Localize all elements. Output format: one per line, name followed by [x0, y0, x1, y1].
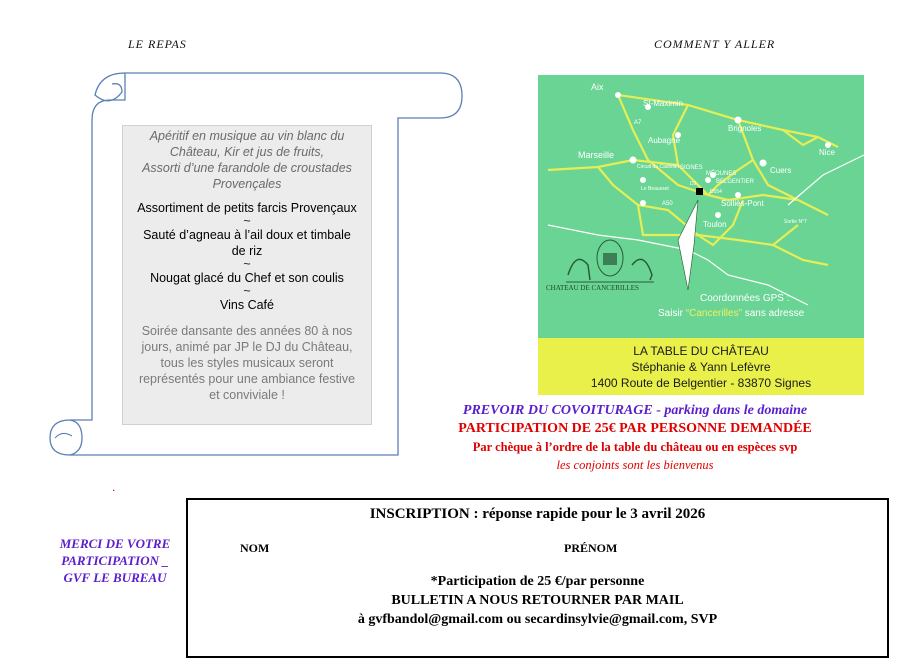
chateau-logo-text: CHATEAU DE CANCERILLES [546, 284, 639, 292]
road-label: A7 [634, 120, 642, 126]
menu-separator: ~ [243, 214, 251, 228]
map-pin [715, 212, 721, 218]
town-label: Nice [819, 148, 836, 157]
gps-text: Saisir [658, 308, 686, 319]
map-pin [640, 177, 646, 183]
menu-outro-line: tous les styles musicaux seront [160, 356, 334, 370]
map-pin [640, 200, 646, 206]
gps-instruction [658, 308, 804, 319]
chateau-marker [696, 188, 703, 195]
menu-intro-line: Apéritif en musique au vin blanc du [149, 129, 345, 143]
menu-dish: de riz [231, 244, 263, 258]
town-label: Toulon [703, 220, 727, 229]
prenom-label: PRÉNOM [564, 541, 618, 555]
town-label: Aix [591, 82, 604, 92]
merci-block [40, 535, 190, 586]
conjoints-note: les conjoints sont les bienvenus [556, 458, 714, 472]
town-label: Le Beausset [641, 186, 669, 192]
menu-intro-line: Provençales [212, 177, 282, 191]
map-pin [615, 92, 621, 98]
bulletin-line: BULLETIN A NOUS RETOURNER PAR MAIL [391, 593, 684, 608]
road-label: D554 [710, 189, 722, 195]
menu-outro-line: et conviviale ! [209, 388, 285, 402]
nom-label: NOM [240, 541, 270, 555]
town-label: Cuers [770, 166, 792, 175]
merci-line: GVF LE BUREAU [63, 570, 167, 585]
town-label: Brignoles [728, 124, 762, 133]
inscription-form [186, 498, 889, 658]
menu-dish: Nougat glacé du Chef et son coulis [150, 271, 344, 285]
table-address: 1400 Route de Belgentier - 83870 Signes [590, 376, 812, 390]
menu-outro-line: Soirée dansante des années 80 à nos [141, 324, 353, 338]
town-label: St-Maximin [643, 99, 684, 108]
road-label: D2 [690, 181, 697, 187]
town-label: SIGNES [680, 165, 703, 171]
map-pin [735, 117, 742, 124]
merci-line: PARTICIPATION _ [61, 553, 169, 568]
merci-line: MERCI DE VOTRE [59, 536, 171, 551]
map-pin [630, 157, 637, 164]
gps-highlight: “Cancerilles” [685, 308, 742, 319]
town-label: BELGENTIER [716, 179, 755, 185]
menu-dish: Assortiment de petits farcis Provençaux [137, 201, 357, 215]
inscription-title: INSCRIPTION : réponse rapide pour le 3 avril 2026 [369, 506, 706, 522]
gps-label: Coordonnées GPS : [700, 293, 790, 304]
table-info-band [538, 338, 864, 395]
repas-header: LE REPAS [128, 37, 187, 51]
menu-separator: ~ [243, 284, 251, 298]
town-label: Marseille [578, 150, 615, 160]
comment-header: COMMENT Y ALLER [654, 37, 776, 51]
menu-intro-line: Assorti d’une farandole de croustades [142, 161, 352, 175]
menu-separator: ~ [243, 257, 251, 271]
town-label: Sortie N°7 [784, 219, 807, 225]
table-names: Stéphanie & Yann Lefèvre [631, 360, 771, 374]
email-line: à gvfbandol@gmail.com ou secardinsylvie@gmail.com, SVP [357, 612, 718, 627]
town-label: Circuit du Castellet [637, 164, 679, 170]
participation-line: *Participation de 25 €/par personne [430, 574, 645, 589]
menu-dish: Vins Café [220, 298, 274, 312]
covoiturage-note: PREVOIR DU COVOITURAGE - parking dans le domaine [462, 403, 808, 418]
map-pointer [678, 200, 698, 290]
town-label: Aubagne [648, 136, 681, 145]
gps-text: sans adresse [741, 308, 805, 319]
map-pin [760, 160, 767, 167]
chateau-logo-icon [566, 240, 654, 282]
menu-box [122, 125, 372, 425]
red-dot: . [112, 480, 116, 494]
menu-intro-line: Château, Kir et jus de fruits, [169, 145, 325, 159]
town-label: MÉOUNES [706, 171, 737, 177]
table-title: LA TABLE DU CHÂTEAU [633, 344, 769, 358]
cheque-note: Par chèque à l’ordre de la table du château ou en espèces svp [472, 440, 798, 454]
map-pin [735, 192, 741, 198]
participation-note: PARTICIPATION DE 25€ PAR PERSONNE DEMANDÉE [458, 421, 812, 436]
map-pin [705, 177, 711, 183]
menu-outro-line: jours, animé par JP le DJ du Château, [141, 340, 353, 354]
menu-dish: Sauté d’agneau à l’ail doux et timbale [143, 228, 351, 242]
town-label: Solliès-Pont [721, 199, 764, 208]
road-label: A50 [662, 201, 673, 207]
menu-outro-line: représentés pour une ambiance festive [138, 372, 356, 386]
